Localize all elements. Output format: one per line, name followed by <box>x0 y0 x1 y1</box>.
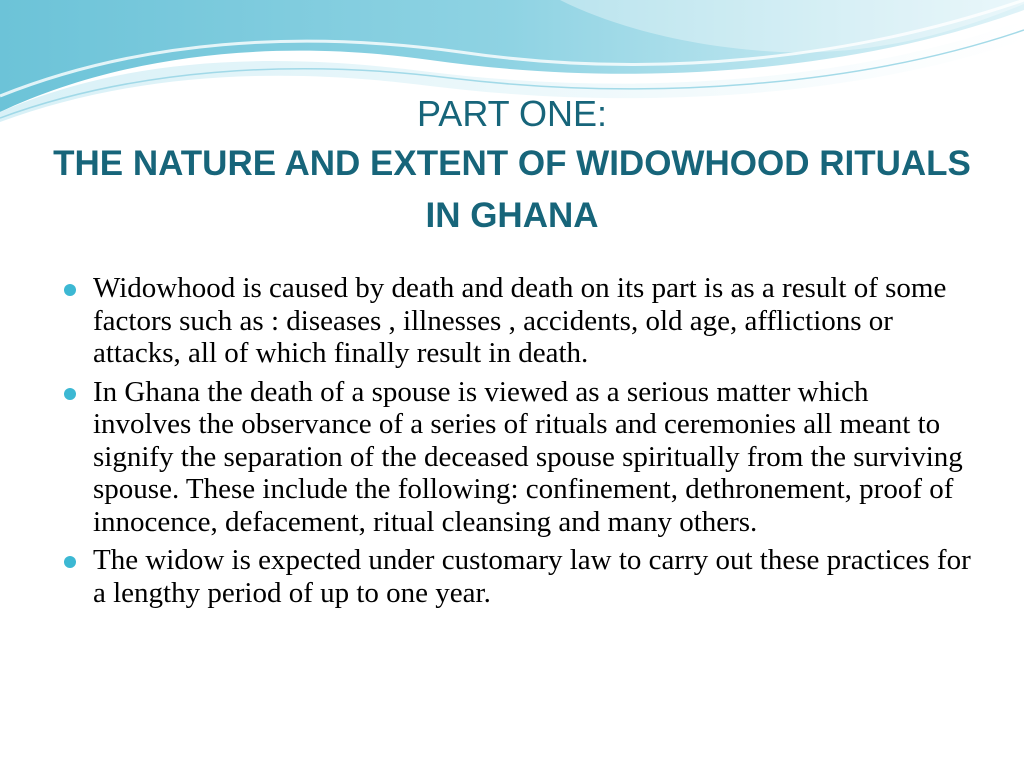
bullet-text: Widowhood is caused by death and death on its part is as a result of some factors such as : diseases , illnesses , accidents, old age, afflictions or attacks, all of which finally result in death. <box>93 272 947 369</box>
bullet-text: In Ghana the death of a spouse is viewed as a serious matter which involves the observance of a series of rituals and ceremonies all meant to signify the separation of the deceased spouse spiritually from the surviving spouse. These include the following: confinement, dethronement, proof of innocence, defacement, ritual cleansing and many others. <box>93 375 963 538</box>
bullet-dot-icon <box>64 388 76 400</box>
bullet-dot-icon <box>64 556 76 568</box>
bullet-dot-icon <box>64 284 76 296</box>
bullet-list <box>62 272 972 615</box>
title-heading: THE NATURE AND EXTENT OF WIDOWHOOD RITUALS IN GHANA <box>53 144 971 235</box>
bullet-item <box>62 272 972 370</box>
slide-title <box>40 90 984 242</box>
bullet-item <box>62 376 972 539</box>
title-part-label: PART ONE: <box>416 93 608 134</box>
bullet-item <box>62 544 972 609</box>
bullet-text: The widow is expected under customary law to carry out these practices for a lengthy period of up to one year. <box>93 544 971 609</box>
